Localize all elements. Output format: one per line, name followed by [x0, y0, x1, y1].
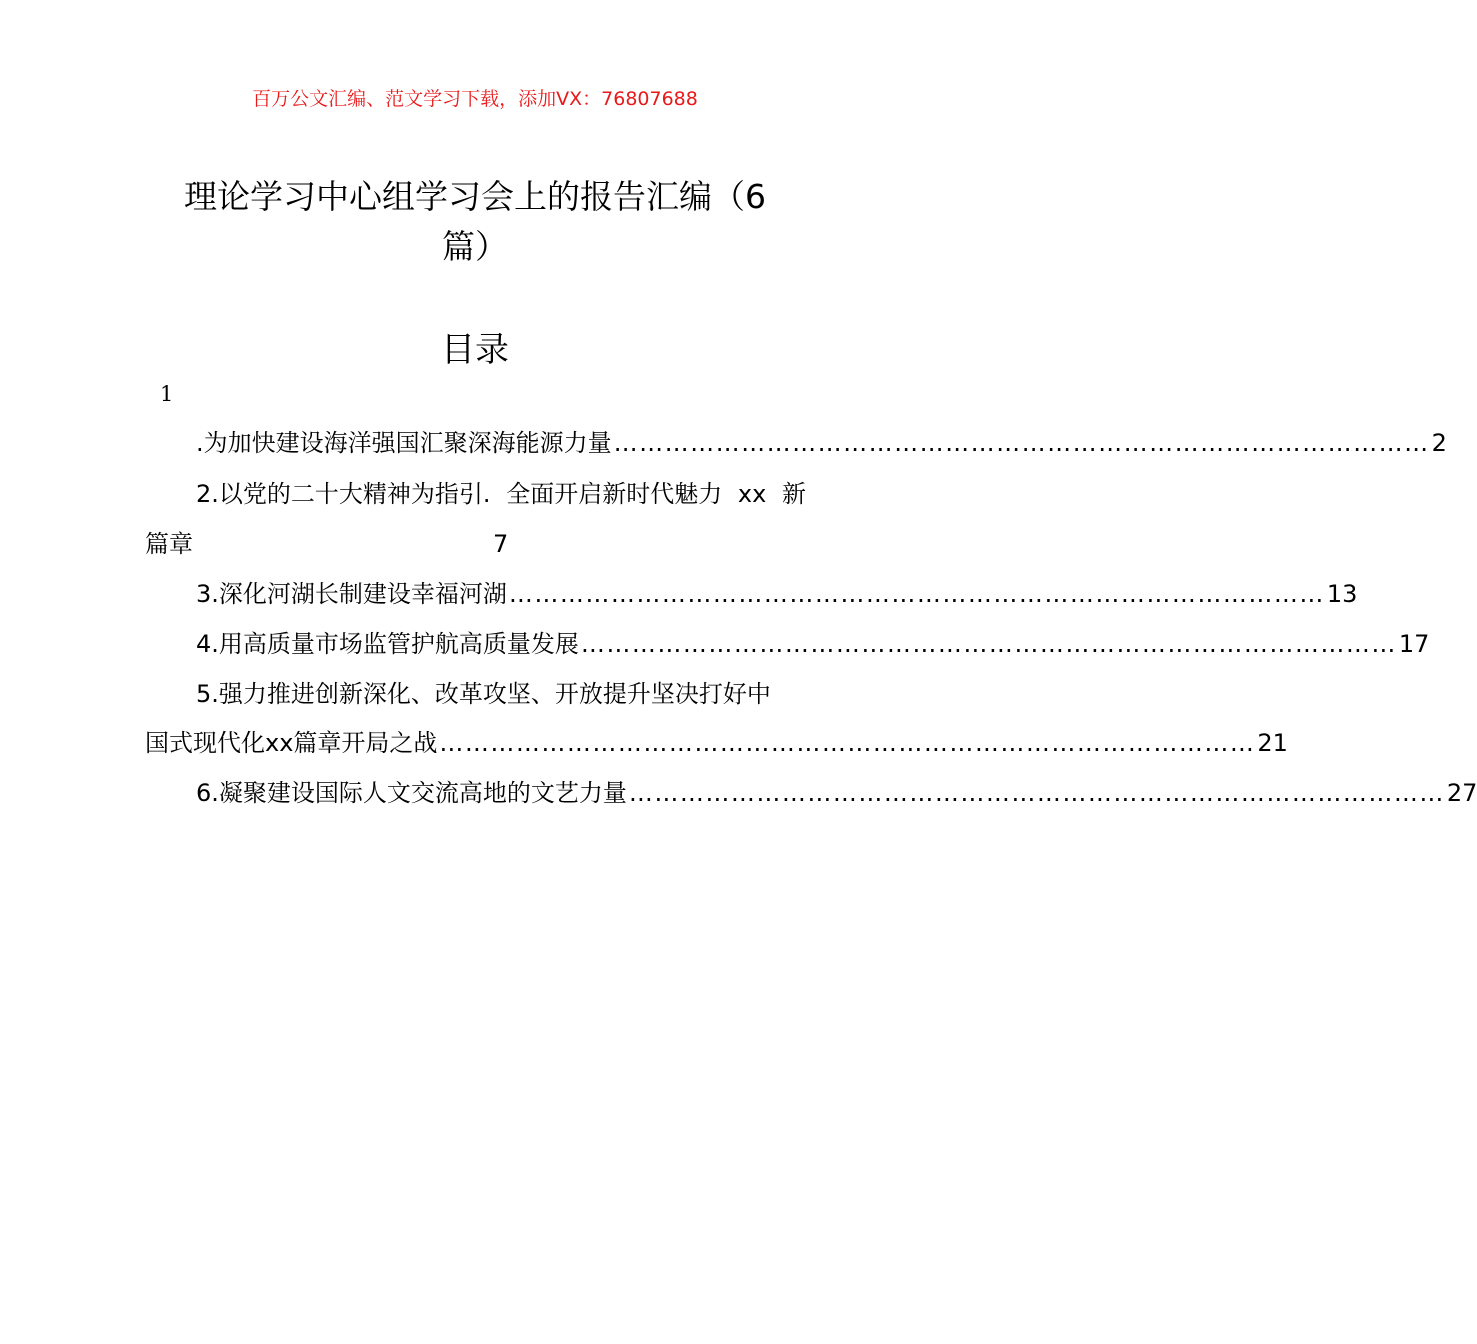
document-title [150, 172, 800, 272]
toc-leader-dots: …………………………………………………………………………………… [613, 429, 1430, 457]
toc-page-number: 21 [1257, 729, 1288, 757]
toc-entry-label: 国式现代化xx篇章开局之战 [145, 729, 438, 757]
toc-heading: 目录 [441, 330, 509, 370]
toc-entry-1[interactable] [196, 428, 1447, 458]
toc-entry-label: 5.强力推进创新深化、改革攻坚、开放提升坚决打好中 [196, 680, 771, 708]
header-watermark-note: 百万公文汇编、范文学习下载，添加VX：76807688 [252, 88, 698, 110]
toc-entry-label: 3.深化河湖长制建设幸福河湖 [196, 580, 507, 608]
toc-entry-label: 篇章 [145, 530, 193, 558]
toc-page-number: 13 [1326, 580, 1358, 608]
toc-entry-label-part: 新 [782, 480, 806, 508]
toc-entry-label-part: xx [737, 480, 767, 508]
toc-page-number: 2 [1431, 429, 1447, 457]
toc-entry-label: 6.凝聚建设国际人文交流高地的文艺力量 [196, 779, 627, 807]
toc-entry-6[interactable] [196, 778, 1477, 808]
toc-entry-label-part: 2.以党的二十大精神为指引. [196, 480, 491, 508]
stray-page-number: 1 [160, 382, 174, 406]
toc-leader-dots: …………………………………………………………………………………… [580, 630, 1397, 658]
toc-entry-label: .为加快建设海洋强国汇聚深海能源力量 [196, 429, 612, 457]
title-line-1: 理论学习中心组学习会上的报告汇编（6 [184, 177, 766, 216]
toc-entry-5-line-2[interactable] [145, 728, 1288, 758]
toc-leader-dots: …………………………………………………………………………………… [508, 580, 1325, 608]
toc-entry-3[interactable] [196, 579, 1358, 609]
toc-entry-2-line-1[interactable] [196, 479, 806, 509]
toc-entry-4[interactable] [196, 629, 1430, 659]
title-line-2: 篇） [442, 227, 508, 266]
toc-leader-dots: …………………………………………………………………………………… [439, 729, 1256, 757]
toc-entry-label-part: 全面开启新时代魅力 [506, 480, 723, 508]
toc-page-number: 27 [1446, 779, 1477, 807]
toc-page-number: 17 [1398, 630, 1430, 658]
toc-leader-dots: …………………………………………………………………………………… [628, 779, 1445, 807]
toc-entry-label: 4.用高质量市场监管护航高质量发展 [196, 630, 579, 658]
toc-entry-5-line-1[interactable] [196, 679, 771, 709]
toc-entry-2-line-2[interactable] [145, 529, 193, 559]
toc-page-number: 7 [493, 530, 509, 558]
